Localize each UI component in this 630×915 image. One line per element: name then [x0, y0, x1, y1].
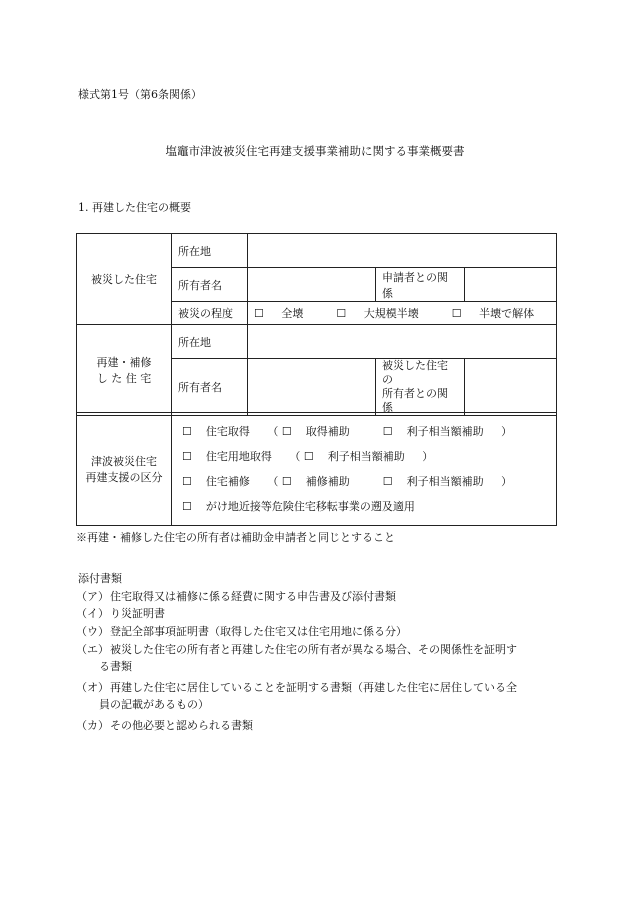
paren-open: （: [267, 425, 279, 438]
relation-line1: 被災した住宅の: [382, 359, 448, 386]
attachment-item: [76, 605, 556, 622]
document-title: 塩竈市津波被災住宅再建支援事業補助に関する事業概要書: [165, 144, 465, 158]
owner-note: ※再建・補修した住宅の所有者は補助金申請者と同じとすること: [76, 531, 395, 544]
rebuilt-header-line2: し た 住 宅: [96, 372, 152, 385]
large-half-collapse-label: 大規模半壊: [363, 307, 419, 320]
attachment-text-continued: 員の記載があるもの）: [99, 698, 209, 711]
attachment-text: 被災した住宅の所有者と再建した住宅の所有者が異なる場合、その関係性を証明す: [110, 643, 517, 656]
paren-close: ）: [501, 475, 513, 488]
attachment-item: [76, 588, 556, 605]
owner-name2-label: 所有者名: [172, 359, 248, 416]
support-category-options: [172, 413, 557, 526]
paren-open: （: [289, 450, 301, 463]
section-heading: 1. 再建した住宅の概要: [78, 201, 191, 214]
checkbox-half-collapse-demolished[interactable]: ☐: [451, 307, 462, 320]
relation-value[interactable]: [465, 268, 557, 302]
checkbox-interest-subsidy-2[interactable]: ☐: [303, 450, 314, 463]
attachment-mark: （カ）: [76, 719, 109, 732]
relation-to-damaged-owner-value[interactable]: [465, 359, 557, 416]
location2-value[interactable]: [248, 325, 557, 359]
damage-degree-options: [248, 302, 557, 325]
relation-label: 申請者との関係: [376, 268, 465, 302]
house-acquisition-label: 住宅取得: [205, 425, 250, 438]
attachment-mark: （エ）: [76, 643, 109, 656]
checkbox-repair-subsidy[interactable]: ☐: [281, 475, 292, 488]
checkbox-interest-subsidy-1[interactable]: ☐: [382, 425, 393, 438]
checkbox-interest-subsidy-3[interactable]: ☐: [382, 475, 393, 488]
damage-degree-label: 被災の程度: [172, 302, 248, 325]
checkbox-house-acquisition[interactable]: ☐: [182, 425, 192, 438]
attachment-item: [76, 641, 556, 675]
half-collapse-demolished-label: 半壊で解体: [479, 307, 535, 320]
attachment-mark: （オ）: [76, 681, 109, 694]
option-house-repair: [182, 469, 546, 494]
option-house-acquisition: [182, 419, 546, 444]
paren-open: （: [267, 475, 279, 488]
attachment-item: [76, 679, 556, 713]
attachment-text: り災証明書: [110, 607, 165, 620]
cliff-relocation-label: がけ地近接等危険住宅移転事業の遡及適用: [205, 500, 415, 513]
rebuilt-house-header: [77, 325, 172, 416]
support-category-header: [77, 413, 172, 526]
damaged-house-header: 被災した住宅: [77, 234, 172, 325]
attachment-text: 住宅取得又は補修に係る経費に関する申告書及び添付書類: [110, 590, 396, 603]
checkbox-acquisition-subsidy[interactable]: ☐: [281, 425, 292, 438]
relation-to-damaged-owner-label: [376, 359, 465, 416]
owner-name2-value[interactable]: [248, 359, 376, 416]
category-line1: 津波被災住宅: [91, 455, 157, 468]
interest-subsidy-label-1: 利子相当額補助: [406, 425, 484, 438]
house-repair-label: 住宅補修: [205, 475, 250, 488]
support-category-table: [76, 412, 557, 526]
land-acquisition-label: 住宅用地取得: [205, 450, 272, 463]
attachments-title: 添付書類: [78, 572, 122, 585]
checkbox-full-collapse[interactable]: ☐: [254, 307, 264, 320]
attachment-item: [76, 717, 556, 734]
attachment-text: 再建した住宅に居住していることを証明する書類（再建した住宅に居住している全: [110, 681, 517, 694]
form-number: 様式第1号（第6条関係）: [78, 88, 202, 101]
checkbox-land-acquisition[interactable]: ☐: [182, 450, 192, 463]
location-value[interactable]: [248, 234, 557, 268]
attachment-text: その他必要と認められる書類: [110, 719, 253, 732]
owner-name-label: 所有者名: [172, 268, 248, 302]
house-overview-table: [76, 233, 557, 416]
attachment-text: 登記全部事項証明書（取得した住宅又は住宅用地に係る分）: [110, 625, 407, 638]
owner-name-value[interactable]: [248, 268, 376, 302]
attachment-mark: （イ）: [76, 607, 109, 620]
relation-line2: 所有者との関係: [382, 387, 448, 414]
rebuilt-header-line1: 再建・補修: [96, 356, 152, 369]
location2-label: 所在地: [172, 325, 248, 359]
repair-subsidy-label: 補修補助: [305, 475, 350, 488]
acquisition-subsidy-label: 取得補助: [305, 425, 350, 438]
interest-subsidy-label-3: 利子相当額補助: [406, 475, 484, 488]
paren-close: ）: [422, 450, 434, 463]
option-cliff-relocation: [182, 494, 546, 519]
category-line2: 再建支援の区分: [85, 471, 163, 484]
attachment-text-continued: る書類: [99, 660, 132, 673]
attachment-mark: （ア）: [76, 590, 109, 603]
checkbox-cliff-relocation[interactable]: ☐: [182, 500, 192, 513]
paren-close: ）: [501, 425, 513, 438]
full-collapse-label: 全壊: [281, 307, 304, 320]
option-land-acquisition: [182, 444, 546, 469]
location-label: 所在地: [172, 234, 248, 268]
attachment-item: [76, 623, 556, 640]
checkbox-house-repair[interactable]: ☐: [182, 475, 192, 488]
checkbox-large-half-collapse[interactable]: ☐: [336, 307, 347, 320]
attachment-mark: （ウ）: [76, 625, 109, 638]
interest-subsidy-label-2: 利子相当額補助: [327, 450, 405, 463]
